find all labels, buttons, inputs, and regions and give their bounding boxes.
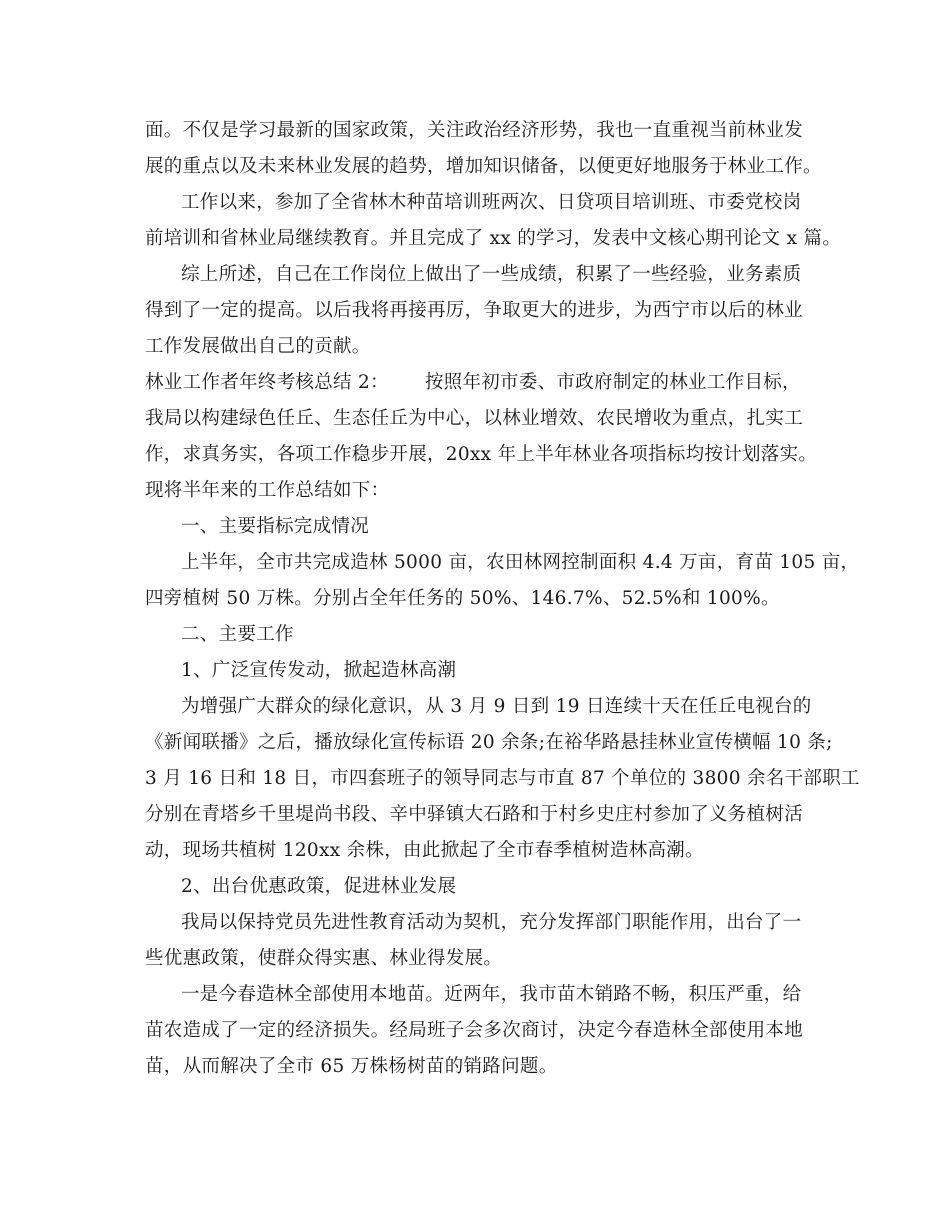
text-line: 综上所述，自己在工作岗位上做出了一些成绩，积累了一些经验，业务素质 (181, 264, 802, 285)
text-line: 作，求真务实，各项工作稳步开展，20xx 年上半年林业各项指标均按计划落实。 (145, 444, 818, 465)
subheading: 2、出台优惠政策，促进林业发展 (181, 876, 457, 897)
text-line: 苗农造成了一定的经济损失。经局班子会多次商讨，决定今春造林全部使用本地 (145, 1020, 804, 1041)
text-line: 展的重点以及未来林业发展的趋势，增加知识储备，以便更好地服务于林业工作。 (145, 156, 822, 177)
text-line: 苗，从而解决了全市 65 万株杨树苗的销路问题。 (145, 1056, 558, 1077)
text-line: 面。不仅是学习最新的国家政策，关注政治经济形势，我也一直重视当前林业发 (145, 120, 804, 141)
text-line: 按照年初市委、市政府制定的林业工作目标， (424, 372, 801, 393)
text-line: 动，现场共植树 120xx 余株，由此掀起了全市春季植树造林高潮。 (145, 840, 704, 861)
text-line: 《新闻联播》之后，播放绿化宣传标语 20 余条;在裕华路悬挂林业宣传横幅 10 条; (145, 732, 833, 753)
subheading: 一、主要指标完成情况 (181, 516, 370, 537)
text-line: 前培训和省林业局继续教育。并且完成了 xx 的学习，发表中文核心期刊论文 x 篇。 (145, 228, 842, 249)
text-line: 上半年，全市共完成造林 5000 亩，农田林网控制面积 4.4 万亩，育苗 105 亩， (181, 552, 860, 573)
text-line: 些优惠政策，使群众得实惠、林业得发展。 (145, 948, 503, 969)
section-heading-line (145, 371, 801, 395)
text-line: 我局以保持党员先进性教育活动为契机，充分发挥部门职能作用，出台了一 (181, 912, 802, 933)
text-line: 一是今春造林全部使用本地苗。近两年，我市苗木销路不畅，积压严重，给 (181, 984, 802, 1005)
text-line: 得到了一定的提高。以后我将再接再厉，争取更大的进步，为西宁市以后的林业 (145, 300, 804, 321)
text-line: 我局以构建绿色任丘、生态任丘为中心，以林业增效、农民增收为重点，扎实工 (145, 408, 804, 429)
text-line: 工作发展做出自己的贡献。 (145, 336, 371, 357)
subheading: 1、广泛宣传发动，掀起造林高潮 (181, 660, 457, 681)
text-line: 分别在青塔乡千里堤尚书段、辛中驿镇大石路和于村乡史庄村参加了义务植树活 (145, 804, 804, 825)
text-line: 四旁植树 50 万株。分别占全年任务的 50%、146.7%、52.5%和 100%。 (145, 588, 780, 609)
section-heading: 林业工作者年终考核总结 2： (145, 372, 389, 393)
text-line: 为增强广大群众的绿化意识，从 3 月 9 日到 19 日连续十天在任丘电视台的 (181, 696, 812, 717)
subheading: 二、主要工作 (181, 624, 294, 645)
text-line: 现将半年来的工作总结如下： (145, 480, 390, 501)
text-line: 工作以来，参加了全省林木种苗培训班两次、日贷项目培训班、市委党校岗 (181, 192, 802, 213)
text-line: 3 月 16 日和 18 日，市四套班子的领导同志与市直 87 个单位的 3800 余名干部职工 (145, 768, 860, 789)
